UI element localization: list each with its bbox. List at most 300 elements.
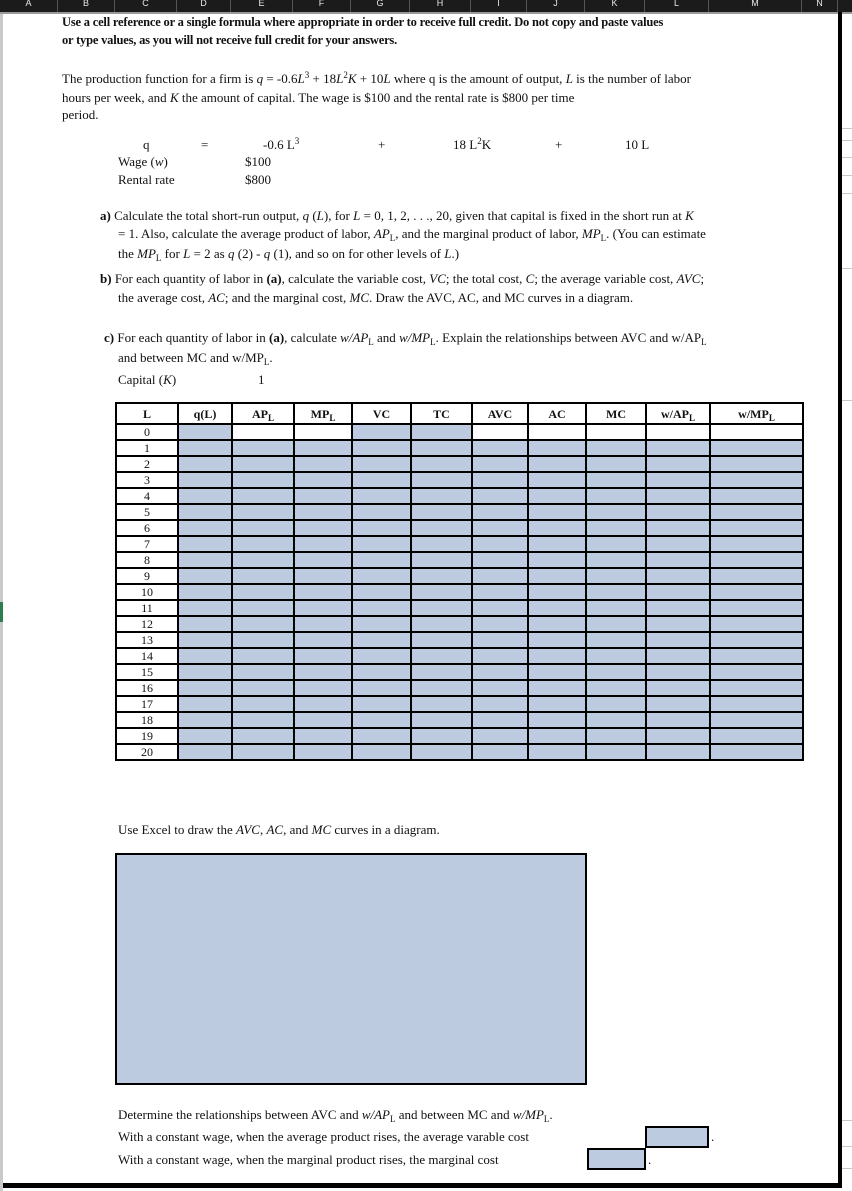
cell-mpl[interactable] [294, 744, 352, 760]
cell-apl[interactable] [232, 456, 294, 472]
cell-apl[interactable] [232, 616, 294, 632]
answer-mc-input[interactable] [587, 1148, 646, 1170]
cell-mpl[interactable] [294, 520, 352, 536]
cell-vc[interactable] [352, 600, 411, 616]
cell-apl[interactable] [232, 632, 294, 648]
part-a-line-3: the $MP_L$ for L = 2 as q (2) - q (1), and so on for other levels of L.) [118, 246, 460, 263]
column-header-g[interactable]: G [351, 0, 410, 12]
cell-avc[interactable] [472, 456, 528, 472]
cell-q[interactable] [178, 520, 232, 536]
cell-q[interactable] [178, 744, 232, 760]
cell-avc[interactable] [472, 696, 528, 712]
cell-vc[interactable] [352, 712, 411, 728]
cell-mc[interactable] [586, 680, 646, 696]
cell-vc[interactable] [352, 648, 411, 664]
column-header-b[interactable]: B [58, 0, 115, 12]
cell-w-mpl[interactable] [710, 728, 803, 744]
cell-tc[interactable] [411, 744, 472, 760]
gridline [842, 400, 852, 401]
cell-mpl[interactable] [294, 728, 352, 744]
column-header-l[interactable]: L [645, 0, 709, 12]
header-mc: MC [586, 403, 646, 424]
header-l: L [116, 403, 178, 424]
cell-q[interactable] [178, 440, 232, 456]
cell-apl[interactable] [232, 712, 294, 728]
cell-vc[interactable] [352, 472, 411, 488]
cell-w-apl[interactable] [646, 696, 710, 712]
term-2-text: 18 L [453, 137, 478, 152]
cell-avc[interactable] [472, 584, 528, 600]
cell-mc[interactable] [586, 504, 646, 520]
cell-w-mpl[interactable] [710, 648, 803, 664]
gridline [842, 1120, 852, 1121]
cell-mc[interactable] [586, 648, 646, 664]
cell-apl[interactable] [232, 424, 294, 440]
cell-tc[interactable] [411, 728, 472, 744]
cell-w-mpl[interactable] [710, 664, 803, 680]
cell-apl[interactable] [232, 696, 294, 712]
cell-apl[interactable] [232, 600, 294, 616]
intro-text: The production function for a firm is [62, 71, 257, 86]
cell-w-apl[interactable] [646, 680, 710, 696]
column-header-d[interactable]: D [177, 0, 231, 12]
cell-vc[interactable] [352, 696, 411, 712]
table-row [116, 632, 803, 648]
term-2-exponent: 2 [477, 136, 482, 146]
cell-vc[interactable] [352, 680, 411, 696]
cell-ac[interactable] [528, 552, 586, 568]
column-header-i[interactable]: I [471, 0, 527, 12]
cell-mc[interactable] [586, 568, 646, 584]
cell-mpl[interactable] [294, 456, 352, 472]
cell-w-mpl[interactable] [710, 552, 803, 568]
gridline [842, 1146, 852, 1147]
column-header-h[interactable]: H [410, 0, 471, 12]
cell-w-mpl[interactable] [710, 456, 803, 472]
cell-avc[interactable] [472, 504, 528, 520]
table-row [116, 600, 803, 616]
labor-value: 14 [116, 648, 178, 664]
cell-q[interactable] [178, 696, 232, 712]
cell-mpl[interactable] [294, 648, 352, 664]
cell-avc[interactable] [472, 744, 528, 760]
cell-mpl[interactable] [294, 472, 352, 488]
cell-mpl[interactable] [294, 600, 352, 616]
cell-w-apl[interactable] [646, 616, 710, 632]
cell-mc[interactable] [586, 456, 646, 472]
cell-w-mpl[interactable] [710, 584, 803, 600]
cell-apl[interactable] [232, 648, 294, 664]
cell-w-apl[interactable] [646, 520, 710, 536]
cell-avc[interactable] [472, 552, 528, 568]
cell-mc[interactable] [586, 696, 646, 712]
cell-mpl[interactable] [294, 568, 352, 584]
table-row [116, 520, 803, 536]
cell-w-apl[interactable] [646, 488, 710, 504]
cell-mc[interactable] [586, 440, 646, 456]
cell-mc[interactable] [586, 488, 646, 504]
cell-w-apl[interactable] [646, 632, 710, 648]
cell-w-mpl[interactable] [710, 600, 803, 616]
cell-tc[interactable] [411, 696, 472, 712]
cell-vc[interactable] [352, 728, 411, 744]
cell-w-mpl[interactable] [710, 696, 803, 712]
cell-apl[interactable] [232, 440, 294, 456]
cell-w-mpl[interactable] [710, 424, 803, 440]
wage-label: Wage (w) [118, 154, 168, 169]
cell-w-mpl[interactable] [710, 472, 803, 488]
cell-q[interactable] [178, 504, 232, 520]
cell-q[interactable] [178, 648, 232, 664]
cell-q[interactable] [178, 552, 232, 568]
cell-q[interactable] [178, 728, 232, 744]
table-row [116, 680, 803, 696]
cell-vc[interactable] [352, 504, 411, 520]
cell-apl[interactable] [232, 552, 294, 568]
cell-vc[interactable] [352, 552, 411, 568]
labor-value: 15 [116, 664, 178, 680]
cell-tc[interactable] [411, 440, 472, 456]
relationships-heading: Determine the relationships between AVC and $w/AP_L$ and between MC and $w/MP_L$. [118, 1107, 553, 1124]
column-header-n[interactable]: N [802, 0, 838, 12]
part-c-line-1: c) For each quantity of labor in (a), calculate $w/AP_L$ and $w/MP_L$. Explain the relationships between AVC and $w/AP_L$ [104, 330, 707, 347]
part-b-line-2: the average cost, AC; and the marginal cost, MC. Draw the AVC, AC, and MC curves in a diagram. [118, 290, 634, 305]
cell-q[interactable] [178, 424, 232, 440]
cell-w-apl[interactable] [646, 728, 710, 744]
problem-intro-line-3: period. [62, 107, 99, 122]
cell-vc[interactable] [352, 520, 411, 536]
cell-w-apl[interactable] [646, 568, 710, 584]
header-vc: VC [352, 403, 411, 424]
cell-mpl[interactable] [294, 664, 352, 680]
cell-mc[interactable] [586, 744, 646, 760]
cell-q[interactable] [178, 472, 232, 488]
term-2-k: K [481, 137, 492, 152]
cell-vc[interactable] [352, 440, 411, 456]
cell-w-apl[interactable] [646, 504, 710, 520]
cell-w-apl[interactable] [646, 552, 710, 568]
cell-avc[interactable] [472, 664, 528, 680]
cell-ac[interactable] [528, 744, 586, 760]
cell-mpl[interactable] [294, 696, 352, 712]
cell-ac[interactable] [528, 648, 586, 664]
cell-tc[interactable] [411, 536, 472, 552]
cell-ac[interactable] [528, 440, 586, 456]
cell-apl[interactable] [232, 504, 294, 520]
cell-mpl[interactable] [294, 552, 352, 568]
table-row [116, 424, 803, 440]
cell-mpl[interactable] [294, 632, 352, 648]
capital-label: Capital (K) [118, 372, 177, 387]
equation-equals: = [201, 137, 209, 152]
cell-vc[interactable] [352, 632, 411, 648]
labor-value: 16 [116, 680, 178, 696]
cell-mpl[interactable] [294, 504, 352, 520]
cell-apl[interactable] [232, 680, 294, 696]
table-row [116, 744, 803, 760]
gridline [842, 1168, 852, 1169]
cell-q[interactable] [178, 536, 232, 552]
cell-ac[interactable] [528, 456, 586, 472]
cell-w-apl[interactable] [646, 712, 710, 728]
column-header-m[interactable]: M [709, 0, 802, 12]
labor-value: 17 [116, 696, 178, 712]
intro-text: hours per week, and [62, 90, 170, 105]
cell-vc[interactable] [352, 568, 411, 584]
wage-value[interactable]: $100 [245, 154, 271, 169]
cell-w-mpl[interactable] [710, 712, 803, 728]
cell-w-mpl[interactable] [710, 440, 803, 456]
cell-tc[interactable] [411, 456, 472, 472]
cell-w-mpl[interactable] [710, 536, 803, 552]
cell-avc[interactable] [472, 600, 528, 616]
gridline [842, 140, 852, 141]
cell-avc[interactable] [472, 680, 528, 696]
equation-term-2 [453, 136, 491, 154]
cell-tc[interactable] [411, 552, 472, 568]
cell-w-mpl[interactable] [710, 632, 803, 648]
cell-avc[interactable] [472, 712, 528, 728]
cell-ac[interactable] [528, 568, 586, 584]
cell-mc[interactable] [586, 584, 646, 600]
labor-value: 4 [116, 488, 178, 504]
cell-w-mpl[interactable] [710, 616, 803, 632]
cell-ac[interactable] [528, 664, 586, 680]
cell-ac[interactable] [528, 536, 586, 552]
cell-vc[interactable] [352, 536, 411, 552]
intro-text: is the number of labor [572, 71, 691, 86]
cell-q[interactable] [178, 488, 232, 504]
cell-mpl[interactable] [294, 616, 352, 632]
cell-q[interactable] [178, 568, 232, 584]
cell-ac[interactable] [528, 712, 586, 728]
cell-ac[interactable] [528, 584, 586, 600]
cell-mc[interactable] [586, 632, 646, 648]
gridline [842, 268, 852, 269]
cell-apl[interactable] [232, 728, 294, 744]
cell-w-apl[interactable] [646, 456, 710, 472]
cell-ac[interactable] [528, 600, 586, 616]
table-row [116, 536, 803, 552]
cell-w-mpl[interactable] [710, 744, 803, 760]
relationship-q2-text: With a constant wage, when the marginal product rises, the marginal cost [118, 1152, 499, 1167]
table-row [116, 728, 803, 744]
column-header-bar [0, 0, 852, 14]
term-1-exponent: 3 [294, 136, 300, 146]
cell-ac[interactable] [528, 504, 586, 520]
cell-tc[interactable] [411, 712, 472, 728]
column-header-f[interactable]: F [293, 0, 351, 12]
cell-tc[interactable] [411, 472, 472, 488]
selected-row-indicator [0, 602, 3, 622]
table-row [116, 584, 803, 600]
labor-value: 10 [116, 584, 178, 600]
cell-vc[interactable] [352, 456, 411, 472]
cell-tc[interactable] [411, 648, 472, 664]
cell-ac[interactable] [528, 520, 586, 536]
cell-w-mpl[interactable] [710, 568, 803, 584]
cell-ac[interactable] [528, 696, 586, 712]
cell-ac[interactable] [528, 424, 586, 440]
cell-avc[interactable] [472, 488, 528, 504]
cell-avc[interactable] [472, 728, 528, 744]
cell-avc[interactable] [472, 472, 528, 488]
cell-avc[interactable] [472, 440, 528, 456]
labor-value: 19 [116, 728, 178, 744]
cell-mpl[interactable] [294, 488, 352, 504]
rental-rate-value[interactable]: $800 [245, 172, 271, 187]
cell-w-apl[interactable] [646, 600, 710, 616]
cell-apl[interactable] [232, 520, 294, 536]
cell-ac[interactable] [528, 472, 586, 488]
cell-vc[interactable] [352, 424, 411, 440]
cell-apl[interactable] [232, 472, 294, 488]
table-row [116, 696, 803, 712]
cell-w-mpl[interactable] [710, 680, 803, 696]
cell-apl[interactable] [232, 664, 294, 680]
labor-value: 6 [116, 520, 178, 536]
cell-ac[interactable] [528, 680, 586, 696]
cost-table [115, 402, 804, 761]
cell-q[interactable] [178, 456, 232, 472]
column-header-k[interactable]: K [585, 0, 645, 12]
column-header-a[interactable]: A [0, 0, 58, 12]
cell-mpl[interactable] [294, 712, 352, 728]
cell-w-mpl[interactable] [710, 504, 803, 520]
labor-value: 2 [116, 456, 178, 472]
cell-vc[interactable] [352, 664, 411, 680]
cell-mc[interactable] [586, 600, 646, 616]
cell-ac[interactable] [528, 632, 586, 648]
cell-avc[interactable] [472, 616, 528, 632]
cell-tc[interactable] [411, 584, 472, 600]
cell-mc[interactable] [586, 712, 646, 728]
cell-mc[interactable] [586, 728, 646, 744]
cell-avc[interactable] [472, 568, 528, 584]
cell-w-apl[interactable] [646, 648, 710, 664]
cell-tc[interactable] [411, 568, 472, 584]
cell-mc[interactable] [586, 424, 646, 440]
intro-text: the amount of capital. The wage is $100 and the rental rate is $800 per time [178, 90, 575, 105]
cell-mpl[interactable] [294, 440, 352, 456]
cell-q[interactable] [178, 600, 232, 616]
cell-w-apl[interactable] [646, 584, 710, 600]
cell-mc[interactable] [586, 616, 646, 632]
labor-value: 20 [116, 744, 178, 760]
cell-w-apl[interactable] [646, 440, 710, 456]
cell-tc[interactable] [411, 600, 472, 616]
cell-w-apl[interactable] [646, 424, 710, 440]
cell-apl[interactable] [232, 744, 294, 760]
cell-vc[interactable] [352, 616, 411, 632]
equation-term-3: 10 L [625, 137, 650, 152]
table-row [116, 456, 803, 472]
cell-avc[interactable] [472, 632, 528, 648]
cell-mc[interactable] [586, 520, 646, 536]
cell-q[interactable] [178, 680, 232, 696]
cell-mc[interactable] [586, 536, 646, 552]
gridline [842, 157, 852, 158]
cell-q[interactable] [178, 712, 232, 728]
labor-value: 5 [116, 504, 178, 520]
column-header-j[interactable]: J [527, 0, 585, 12]
header-ac: AC [528, 403, 586, 424]
part-a-line-2: = 1. Also, calculate the average product of labor, $AP_L$, and the marginal product of labor, $MP_L$. (You can estimate [118, 226, 706, 243]
cell-apl[interactable] [232, 568, 294, 584]
cell-tc[interactable] [411, 488, 472, 504]
cell-tc[interactable] [411, 616, 472, 632]
cell-mc[interactable] [586, 552, 646, 568]
cell-w-mpl[interactable] [710, 488, 803, 504]
cell-tc[interactable] [411, 632, 472, 648]
cell-mc[interactable] [586, 472, 646, 488]
cell-tc[interactable] [411, 424, 472, 440]
cell-apl[interactable] [232, 488, 294, 504]
table-row [116, 440, 803, 456]
cell-w-apl[interactable] [646, 472, 710, 488]
cell-mpl[interactable] [294, 680, 352, 696]
cell-mpl[interactable] [294, 536, 352, 552]
chart-placeholder[interactable] [115, 853, 587, 1085]
term-1-text: -0.6 L [263, 137, 295, 152]
cell-q[interactable] [178, 584, 232, 600]
cell-tc[interactable] [411, 680, 472, 696]
labor-value: 18 [116, 712, 178, 728]
cell-ac[interactable] [528, 728, 586, 744]
cell-tc[interactable] [411, 520, 472, 536]
cell-apl[interactable] [232, 584, 294, 600]
cell-avc[interactable] [472, 536, 528, 552]
instructions-line-1: Use a cell reference or a single formula where appropriate in order to receive full credit. Do not copy and paste values [62, 15, 664, 29]
table-row [116, 616, 803, 632]
cell-vc[interactable] [352, 744, 411, 760]
cell-mpl[interactable] [294, 584, 352, 600]
gridline [842, 175, 852, 176]
rental-rate-label: Rental rate [118, 172, 175, 187]
part-c-label: c) [104, 330, 115, 345]
cell-vc[interactable] [352, 584, 411, 600]
cell-q[interactable] [178, 632, 232, 648]
capital-value[interactable]: 1 [258, 372, 265, 387]
cell-mpl[interactable] [294, 424, 352, 440]
cell-apl[interactable] [232, 536, 294, 552]
cell-avc[interactable] [472, 424, 528, 440]
header-w-mpl: $w/MP_L$ [710, 403, 803, 424]
table-row [116, 552, 803, 568]
cell-mc[interactable] [586, 664, 646, 680]
answer-avc-input[interactable] [645, 1126, 709, 1148]
cell-avc[interactable] [472, 648, 528, 664]
cell-tc[interactable] [411, 664, 472, 680]
cell-q[interactable] [178, 664, 232, 680]
table-row [116, 648, 803, 664]
cell-vc[interactable] [352, 488, 411, 504]
cell-q[interactable] [178, 616, 232, 632]
table-row [116, 712, 803, 728]
cell-w-apl[interactable] [646, 664, 710, 680]
cell-w-mpl[interactable] [710, 520, 803, 536]
column-header-e[interactable]: E [231, 0, 293, 12]
header-tc: TC [411, 403, 472, 424]
cell-tc[interactable] [411, 504, 472, 520]
cell-ac[interactable] [528, 488, 586, 504]
cell-w-apl[interactable] [646, 536, 710, 552]
intro-text: where q is the amount of output, [390, 71, 566, 86]
cell-avc[interactable] [472, 520, 528, 536]
cell-w-apl[interactable] [646, 744, 710, 760]
column-header-c[interactable]: C [115, 0, 177, 12]
cell-ac[interactable] [528, 616, 586, 632]
